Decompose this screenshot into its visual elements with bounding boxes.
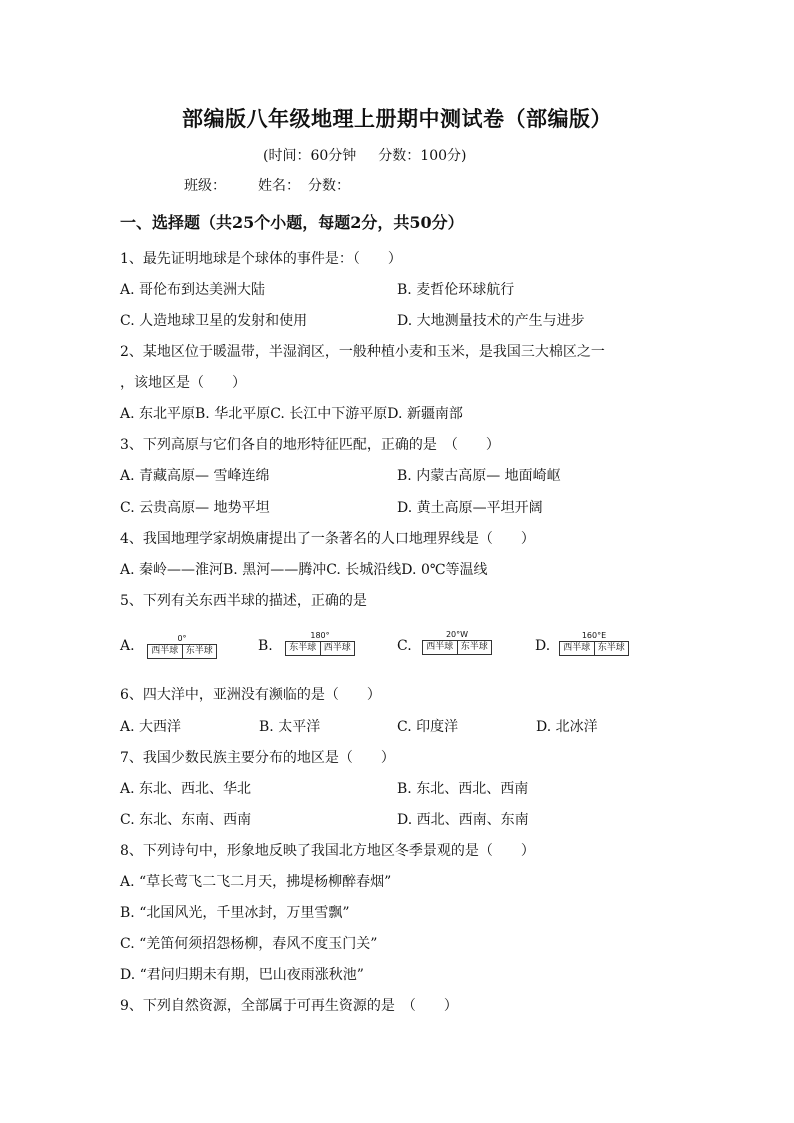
exam-total-score: 分数：100分) (378, 148, 467, 164)
hemisphere-right: 东半球 (185, 646, 213, 656)
question-4-stem: 4、我国地理学家胡焕庸提出了一条著名的人口地理界线是（ ） (120, 531, 535, 547)
question-7-option-b: B. 东北、西北、西南 (397, 781, 529, 797)
question-5-option-a-letter: A. (120, 638, 135, 654)
question-5-option-c-letter: C. (397, 638, 412, 654)
question-8-option-d: D. “君问归期未有期，巴山夜雨涨秋池” (120, 967, 364, 983)
question-1-option-a: A. 哥伦布到达美洲大陆 (120, 282, 266, 298)
question-9-stem: 9、下列自然资源，全部属于可再生资源的是 （ ） (120, 998, 458, 1014)
class-label: 班级： (184, 178, 226, 194)
question-7-stem: 7、我国少数民族主要分布的地区是（ ） (120, 750, 395, 766)
question-1-option-d: D. 大地测量技术的产生与进步 (397, 313, 585, 329)
question-2-options: A. 东北平原B. 华北平原C. 长江中下游平原D. 新疆南部 (120, 406, 463, 422)
meridian-label: 0° (177, 634, 187, 643)
question-7-option-c: C. 东北、东南、西南 (120, 812, 252, 828)
question-6-option-b: B. 太平洋 (259, 719, 321, 735)
hemisphere-diagram-d (559, 631, 629, 657)
question-7-option-d: D. 西北、西南、东南 (397, 812, 529, 828)
hemisphere-right: 西半球 (323, 643, 351, 653)
hemisphere-diagram-c (422, 630, 492, 656)
section-heading: 一、选择题（共25个小题，每题2分，共50分） (120, 213, 464, 232)
hemisphere-diagram-a (147, 634, 217, 660)
question-4-options: A. 秦岭——淮河B. 黑河——腾冲C. 长城沿线D. 0℃等温线 (120, 562, 488, 578)
meridian-label: 20°W (445, 630, 469, 639)
hemisphere-right: 东半球 (460, 642, 488, 652)
question-6-option-a: A. 大西洋 (120, 719, 182, 735)
hemisphere-right: 东半球 (597, 643, 625, 653)
question-8-option-c: C. “羌笛何须招怨杨柳，春风不度玉门关” (120, 936, 378, 952)
question-7-option-a: A. 东北、西北、华北 (120, 781, 252, 797)
question-5-option-b-letter: B. (258, 638, 273, 654)
hemisphere-box (147, 644, 217, 659)
question-6-option-c: C. 印度洋 (397, 719, 459, 735)
question-6-option-d: D. 北冰洋 (536, 719, 598, 735)
hemisphere-box (422, 640, 492, 655)
question-1-stem: 1、最先证明地球是个球体的事件是：（ ） (120, 251, 402, 267)
meridian-label: 180° (310, 631, 330, 640)
exam-time: (时间：60分钟 (263, 148, 357, 164)
question-3-stem: 3、下列高原与它们各自的地形特征匹配，正确的是 （ ） (120, 437, 500, 453)
meridian-label: 160°E (581, 631, 607, 640)
student-info-line (184, 175, 382, 195)
question-8-stem: 8、下列诗句中，形象地反映了我国北方地区冬季景观的是（ ） (120, 843, 535, 859)
question-3-option-d: D. 黄土高原—平坦开阔 (397, 500, 543, 516)
question-8-option-a: A. “草长莺飞二飞二月天，拂堤杨柳醉春烟” (120, 874, 392, 890)
question-8-option-b: B. “北国风光，千里冰封，万里雪飘” (120, 905, 350, 921)
page-title: 部编版八年级地理上册期中测试卷（部编版） (182, 106, 612, 131)
hemisphere-left: 西半球 (423, 641, 458, 654)
question-5-stem: 5、下列有关东西半球的描述，正确的是 (120, 593, 367, 609)
hemisphere-left: 西半球 (148, 645, 183, 658)
question-1-option-c: C. 人造地球卫星的发射和使用 (120, 313, 308, 329)
hemisphere-box (559, 641, 629, 656)
question-3-option-a: A. 青藏高原— 雪峰连绵 (120, 468, 270, 484)
question-3-option-c: C. 云贵高原— 地势平坦 (120, 500, 270, 516)
question-6-stem: 6、四大洋中，亚洲没有濒临的是（ ） (120, 687, 381, 703)
question-5-option-d-letter: D. (535, 638, 551, 654)
hemisphere-left: 东半球 (286, 642, 321, 655)
question-2-stem: 2、某地区位于暖温带，半湿润区，一般种植小麦和玉米，是我国三大棉区之一 (120, 344, 605, 360)
question-3-option-b: B. 内蒙古高原— 地面崎岖 (397, 468, 561, 484)
exam-time-score (263, 145, 466, 165)
hemisphere-left: 西半球 (560, 642, 595, 655)
question-1-option-b: B. 麦哲伦环球航行 (397, 282, 515, 298)
question-2-stem-continued: ，该地区是（ ） (120, 375, 246, 391)
score-label: 分数： (308, 178, 350, 194)
hemisphere-box (285, 641, 355, 656)
name-label: 姓名： (258, 178, 300, 194)
hemisphere-diagram-b (285, 631, 355, 657)
